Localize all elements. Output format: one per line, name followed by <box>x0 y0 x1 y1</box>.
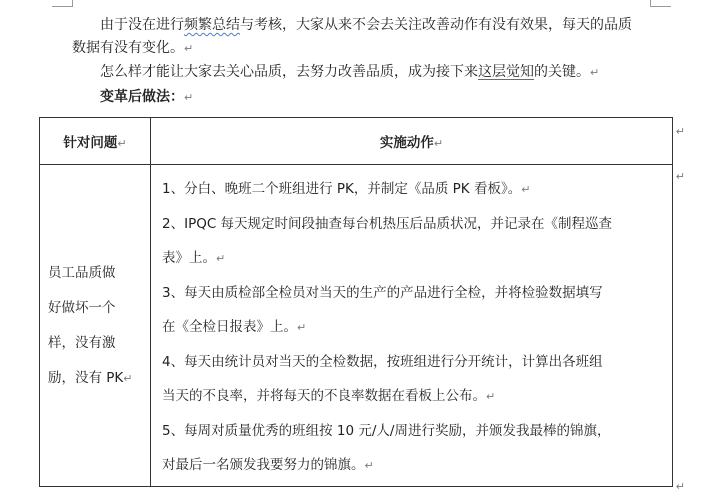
paragraph-mark: ↵ <box>590 66 600 79</box>
cell-mark: ↵ <box>123 371 133 385</box>
cell-mark: ↵ <box>117 137 127 150</box>
paragraph-1-line-2 <box>72 37 193 60</box>
action-line: 3、每天由质检部全检员对当天的生产的产品进行全检，并将检验数据填写 <box>162 285 603 301</box>
action-line: 2、IPQC 每天规定时间段抽查每台机热压后品质状况，并记录在《制程巡查 <box>162 216 613 232</box>
paragraph-1-text-c: 数据有没有变化。 <box>72 40 184 56</box>
improvement-table <box>39 117 673 487</box>
action-line-text: 对最后一名颁发我要努力的锦旗。 <box>162 457 365 473</box>
paragraph-mark: ↵ <box>297 321 307 334</box>
paragraph-1-line-1 <box>100 14 632 36</box>
action-line-text: 在《全检日报表》上。 <box>162 319 297 335</box>
action-line-text: 1、分白、晚班二个班组进行 PK，并制定《品质 PK 看板》。 <box>162 181 522 197</box>
header-cell-action <box>151 118 673 165</box>
paragraph-mark: ↵ <box>521 183 531 196</box>
problem-line-text: 励，没有 PK <box>48 369 124 386</box>
action-line <box>162 172 672 207</box>
action-line: 5、每周对质量优秀的班组按 10 元/人/周进行奖励，并颁发我最棒的锦旗， <box>162 423 611 439</box>
action-line <box>162 310 672 345</box>
action-cell <box>151 165 673 487</box>
paragraph-mark: ↵ <box>184 42 194 55</box>
row-end-mark: ↵ <box>675 125 685 138</box>
crop-mark-top-left <box>52 0 73 7</box>
problem-cell <box>40 165 151 487</box>
paragraph-mark: ↵ <box>184 91 194 104</box>
row-end-mark: ↵ <box>675 480 685 493</box>
action-line <box>162 379 672 414</box>
problem-line: 好做坏一个 <box>48 299 116 316</box>
paragraph-2 <box>100 61 599 84</box>
section-heading <box>100 86 193 109</box>
crop-mark-top-right <box>650 0 671 7</box>
paragraph-mark: ↵ <box>486 390 496 403</box>
header-problem-label: 针对问题 <box>63 135 118 151</box>
action-line <box>162 241 672 276</box>
spellcheck-flagged-text: 频繁总结 <box>184 17 240 33</box>
paragraph-2-text-a: 怎么样才能让大家去关心品质，去努力改善品质，成为接下来 <box>100 64 478 80</box>
underlined-text: 这层觉知 <box>478 64 534 80</box>
header-action-label: 实施动作 <box>379 135 434 151</box>
row-end-mark: ↵ <box>675 170 685 183</box>
problem-line: 员工品质做 <box>48 264 116 281</box>
action-line <box>162 448 672 483</box>
problem-line <box>48 361 142 396</box>
paragraph-2-text-b: 的关键。 <box>534 64 590 80</box>
problem-line: 样，没有激 <box>48 334 116 351</box>
section-heading-text: 变革后做法： <box>100 89 184 105</box>
paragraph-mark: ↵ <box>364 459 374 472</box>
table-header-row <box>40 118 673 165</box>
paragraph-1-text-a: 由于没在进行 <box>100 17 184 33</box>
table-row <box>40 165 673 487</box>
action-line-text: 当天的不良率，并将每天的不良率数据在看板上公布。 <box>162 388 486 404</box>
paragraph-mark: ↵ <box>216 252 226 265</box>
action-line: 4、每天由统计员对当天的全检数据，按班组进行分开统计，计算出各班组 <box>162 354 603 370</box>
action-line-text: 表》上。 <box>162 250 216 266</box>
header-cell-problem <box>40 118 151 165</box>
cell-mark: ↵ <box>433 137 444 150</box>
paragraph-1-text-b: 与考核，大家从来不会去关注改善动作有没有效果，每天的品质 <box>240 17 632 33</box>
